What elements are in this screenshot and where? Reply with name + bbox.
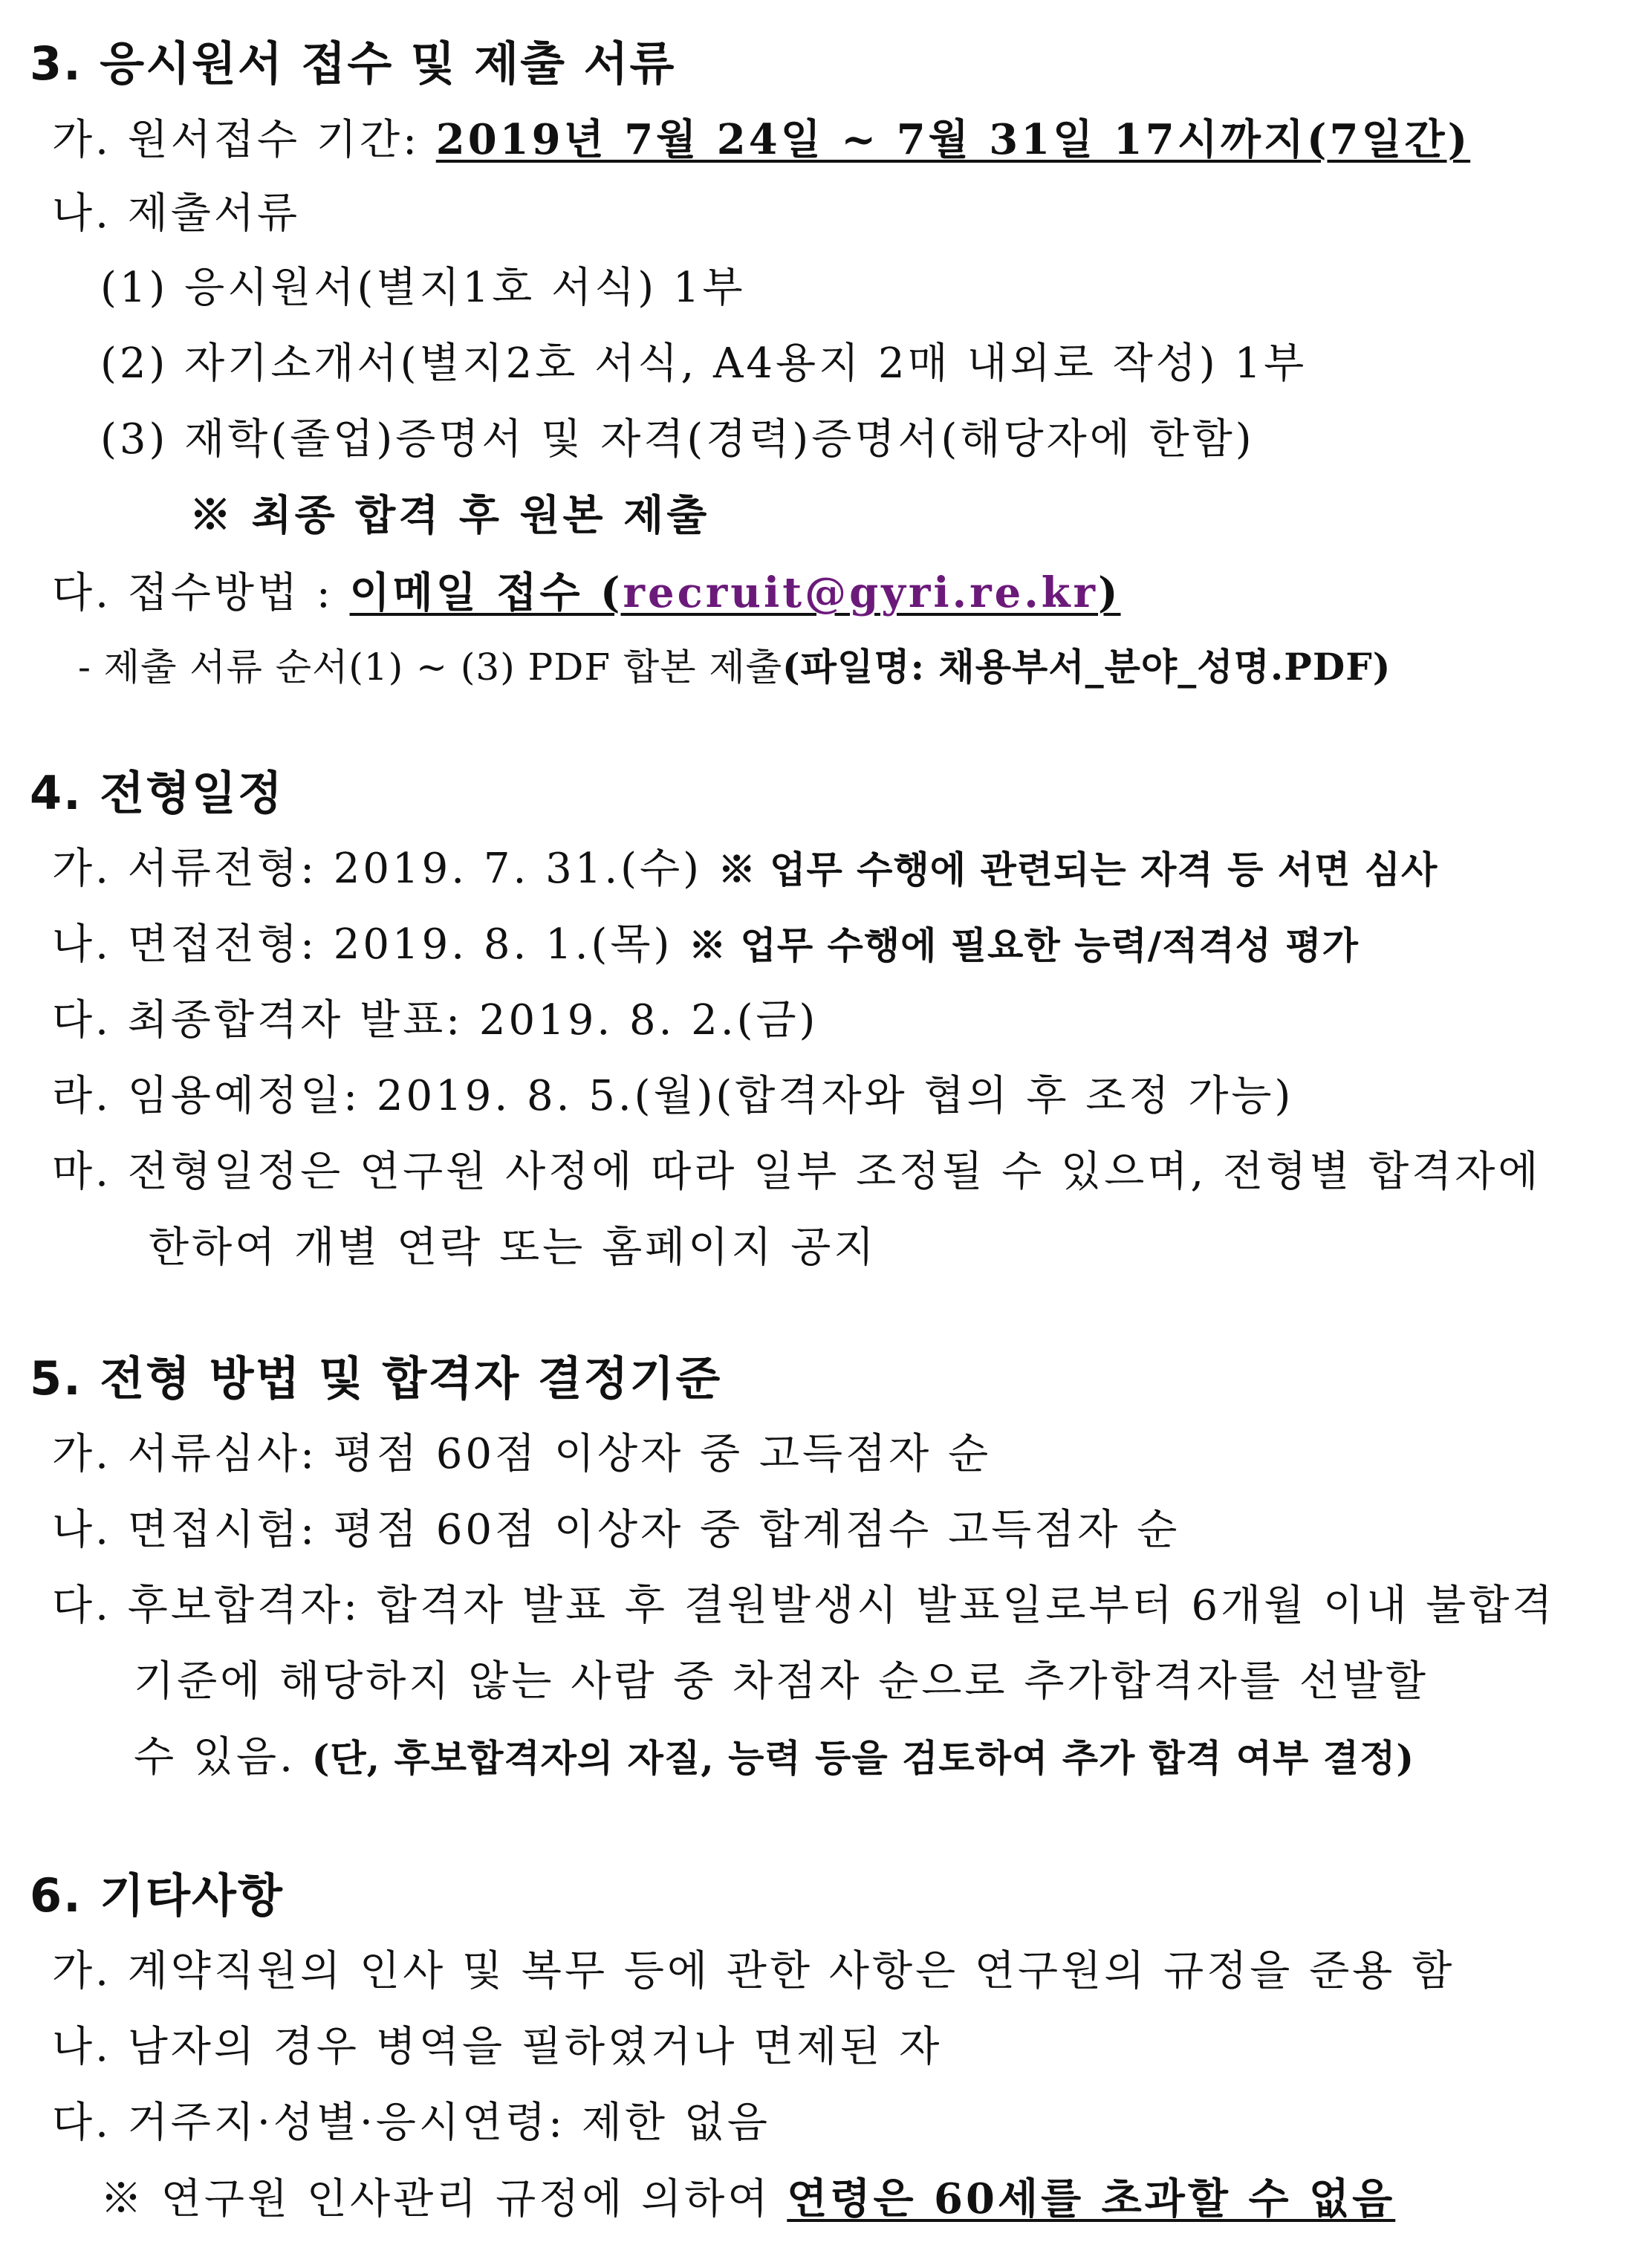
s4-doc-screening-date: 가. 서류전형: 2019. 7. 31.(수)	[52, 845, 718, 893]
s5-reserve-3-text: 수 있음.	[134, 1733, 312, 1781]
s3-doc-item-1: (1) 응시원서(별지1호 서식) 1부	[100, 264, 746, 312]
s5-reserve-3-note: (단, 후보합격자의 자질, 능력 등을 검토하여 추가 합격 여부 결정)	[311, 1736, 1414, 1780]
s3-original-note: ※ 최종 합격 후 원본 제출	[189, 491, 710, 540]
s4-interview-note: ※ 업무 수행에 필요한 능력/적격성 평가	[689, 923, 1359, 967]
s3-period-label: 가. 원서접수 기간:	[52, 116, 436, 164]
recruit-email[interactable]: recruit@gyri.re.kr	[623, 568, 1099, 617]
s4-final-announcement: 다. 최종합격자 발표: 2019. 8. 2.(금)	[52, 996, 819, 1044]
s3-method-value	[350, 568, 1121, 617]
s4-schedule-notice-2: 한하여 개별 연락 또는 홈페이지 공지	[149, 1224, 877, 1272]
section-3-title: 3. 응시원서 접수 및 제출 서류	[30, 36, 676, 91]
s6-regulation: 가. 계약직원의 인사 및 복무 등에 관한 사항은 연구원의 규정을 준용 함	[52, 1947, 1455, 1995]
s5-reserve-2: 기준에 해당하지 않는 사람 중 차점자 순으로 추가합격자를 선발할	[134, 1657, 1429, 1706]
s3-doc-item-3: (3) 재학(졸업)증명서 및 자격(경력)증명서(해당자에 한함)	[100, 415, 1255, 464]
s3-period-value: 2019년 7월 24일 ~ 7월 31일 17시까지(7일간)	[435, 115, 1471, 164]
section-6-title: 6. 기타사항	[30, 1868, 284, 1923]
s3-method-row	[52, 565, 1121, 622]
s3-period-row	[52, 111, 1470, 169]
s6-military: 나. 남자의 경우 병역을 필하였거나 면제된 자	[52, 2023, 943, 2071]
s5-reserve-1: 다. 후보합격자: 합격자 발표 후 결원발생시 발표일로부터 6개월 이내 불합격	[52, 1582, 1556, 1630]
s4-interview	[52, 917, 1359, 974]
s5-doc-review: 가. 서류심사: 평점 60점 이상자 중 고득점자 순	[52, 1430, 992, 1478]
s3-dash-text: - 제출 서류 순서(1) ~ (3) PDF 합본 제출	[78, 646, 783, 689]
s4-interview-date: 나. 면접전형: 2019. 8. 1.(목)	[52, 920, 689, 969]
s3-method-close: )	[1098, 568, 1121, 617]
s3-method-text: 이메일 접수 (	[349, 568, 623, 617]
section-4-title: 4. 전형일정	[30, 766, 284, 820]
s6-age-note	[100, 2171, 1395, 2228]
s6-age-note-text: ※ 연구원 인사관리 규정에 의하여	[100, 2175, 787, 2223]
s3-filename: (파일명: 채용부서_분야_성명.PDF)	[782, 645, 1391, 689]
s3-method-label: 다. 접수방법 :	[52, 569, 350, 617]
s3-doc-item-2: (2) 자기소개서(별지2호 서식, A4용지 2매 내외로 작성) 1부	[100, 339, 1308, 388]
s5-reserve-3	[134, 1729, 1414, 1787]
s6-restrictions: 다. 거주지·성별·응시연령: 제한 없음	[52, 2099, 771, 2147]
s5-interview-exam: 나. 면접시험: 평점 60점 이상자 중 합계점수 고득점자 순	[52, 1506, 1180, 1554]
s6-age-limit: 연령은 60세를 초과할 수 없음	[787, 2174, 1396, 2223]
s4-doc-screening	[52, 841, 1438, 898]
s4-appointment-date: 라. 임용예정일: 2019. 8. 5.(월)(합격자와 협의 후 조정 가능)	[52, 1072, 1294, 1120]
section-5-title: 5. 전형 방법 및 합격자 결정기준	[30, 1351, 722, 1406]
s3-dash-row	[78, 639, 1391, 695]
s3-docs-heading: 나. 제출서류	[52, 189, 301, 238]
s4-doc-screening-note: ※ 업무 수행에 관련되는 자격 등 서면 심사	[718, 848, 1438, 891]
s4-schedule-notice-1: 마. 전형일정은 연구원 사정에 따라 일부 조정될 수 있으며, 전형별 합격자에	[52, 1148, 1542, 1196]
